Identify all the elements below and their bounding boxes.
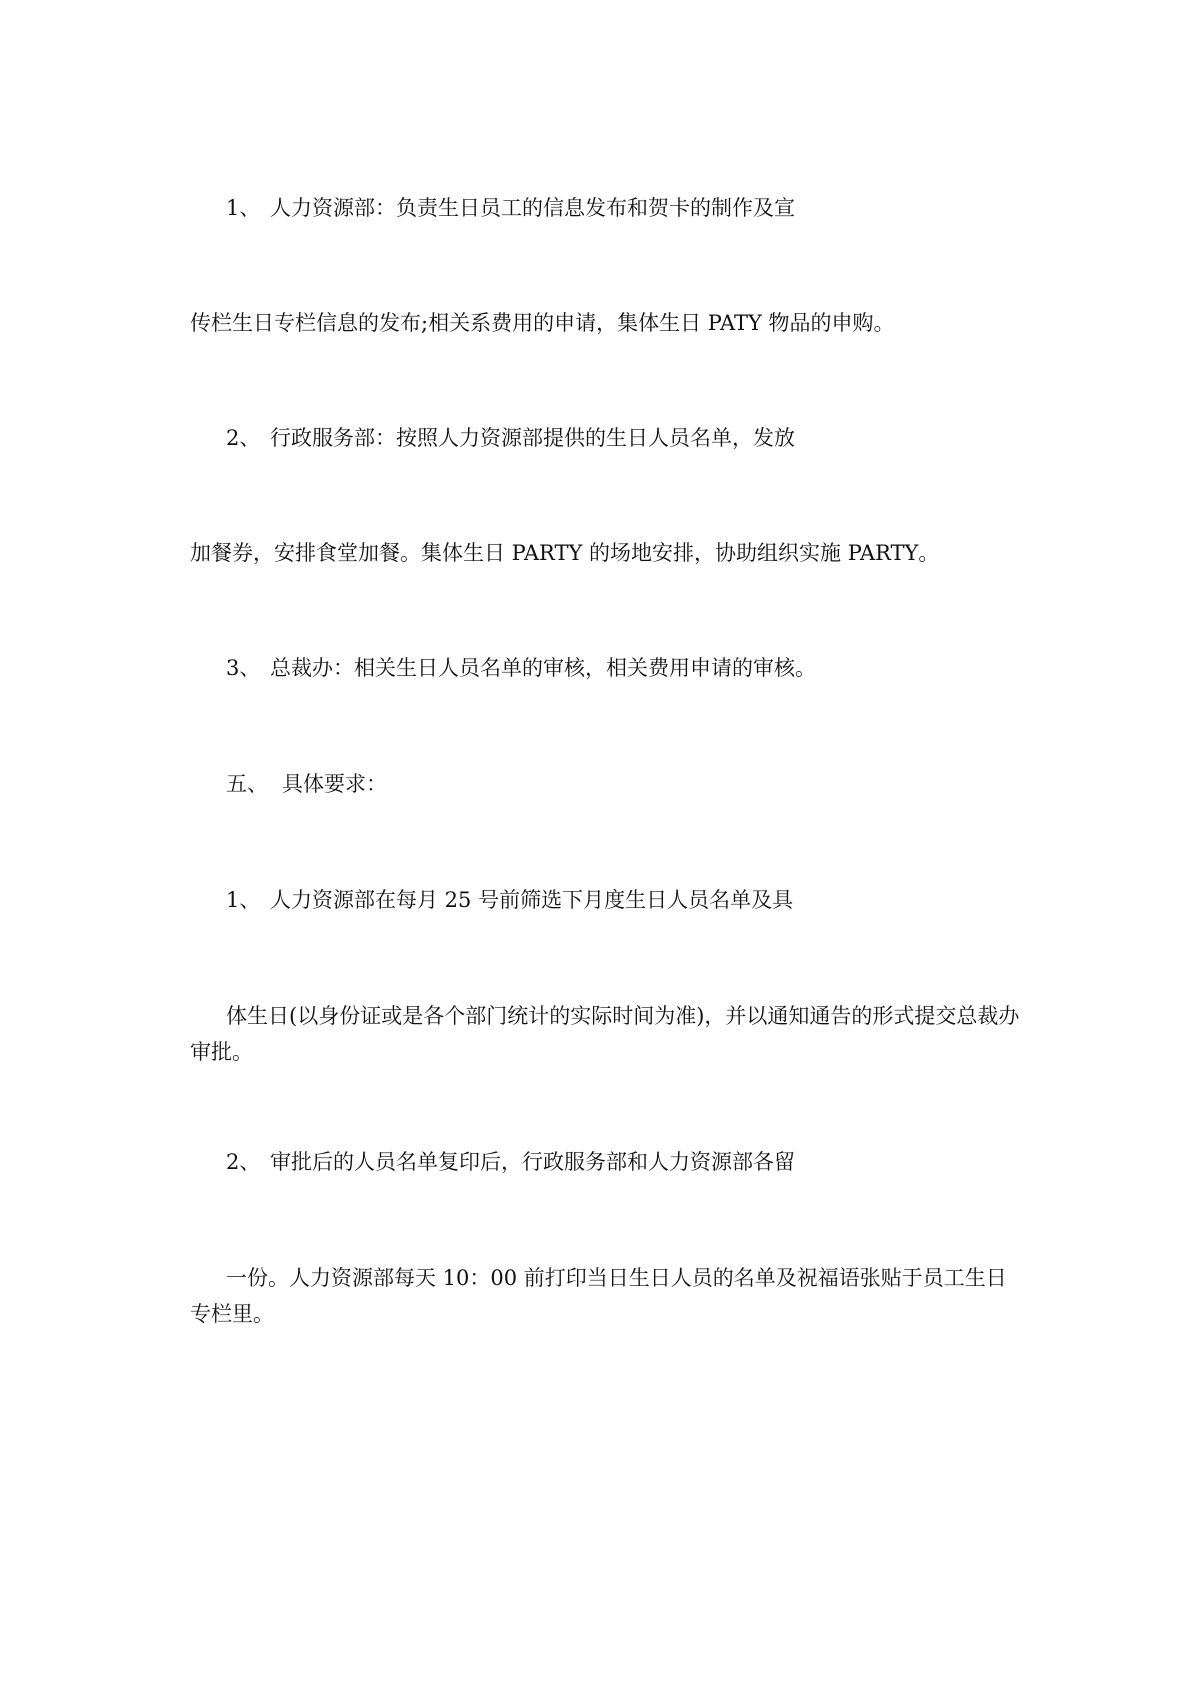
- list-marker: 3、: [226, 656, 261, 680]
- list-marker: 2、: [226, 426, 261, 450]
- requirement-2-paragraph: [190, 1260, 1020, 1332]
- paragraph-text: 体生日(以身份证或是各个部门统计的实际时间为准)，并以通知通告的形式提交总裁办审批。: [190, 1004, 1020, 1064]
- list-marker: 1、: [226, 888, 261, 912]
- paragraph-text: 行政服务部：按照人力资源部提供的生日人员名单，发放: [270, 426, 795, 450]
- section-marker: 五、: [226, 772, 268, 796]
- paragraph-text: 传栏生日专栏信息的发布;相关系费用的申请，集体生日 PATY 物品的申购。: [190, 311, 895, 335]
- section-title: 具体要求：: [282, 772, 387, 796]
- list-item-1-hr-line2: [190, 305, 1020, 341]
- list-item-1-hr-line1: [190, 190, 1020, 226]
- requirement-1-line1: [190, 882, 1020, 918]
- list-marker: 2、: [226, 1150, 261, 1174]
- requirement-1-paragraph: [190, 998, 1020, 1070]
- list-item-2-admin-line2: [190, 535, 1020, 571]
- list-item-3-president-office: [190, 650, 1020, 686]
- paragraph-text: 人力资源部在每月 25 号前筛选下月度生日人员名单及具: [270, 888, 794, 912]
- paragraph-text: 总裁办：相关生日人员名单的审核，相关费用申请的审核。: [270, 656, 816, 680]
- list-item-2-admin-line1: [190, 420, 1020, 456]
- paragraph-text: 人力资源部：负责生日员工的信息发布和贺卡的制作及宣: [270, 196, 795, 220]
- paragraph-text: 加餐券，安排食堂加餐。集体生日 PARTY 的场地安排，协助组织实施 PARTY。: [190, 541, 940, 565]
- list-marker: 1、: [226, 196, 261, 220]
- requirement-2-line1: [190, 1144, 1020, 1180]
- section-heading-requirements: [190, 766, 1020, 802]
- paragraph-text: 审批后的人员名单复印后，行政服务部和人力资源部各留: [270, 1150, 795, 1174]
- paragraph-text: 一份。人力资源部每天 10：00 前打印当日生日人员的名单及祝福语张贴于员工生日专栏里。: [190, 1266, 1007, 1326]
